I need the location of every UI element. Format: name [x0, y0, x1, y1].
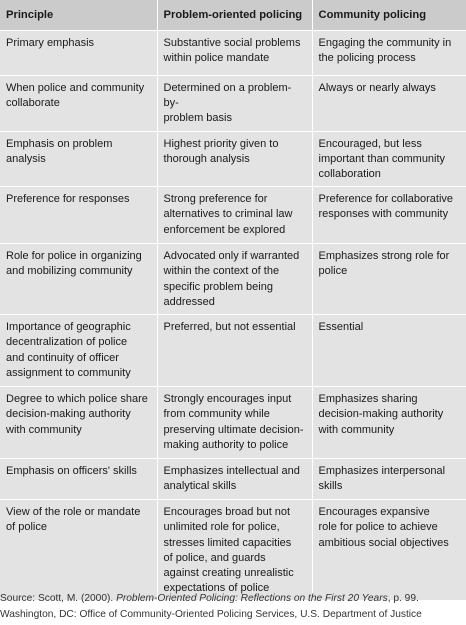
header-problem-oriented: Problem-oriented policing: [157, 0, 312, 31]
source-prefix: Source: Scott, M. (2000).: [0, 593, 117, 604]
cell-problem-oriented: Highest priority given to thorough analysis: [157, 131, 312, 187]
table-row: [0, 459, 466, 500]
cell-problem-oriented: Strongly encourages input from community while preserving ultimate decision- making authority to police: [157, 387, 312, 459]
cell-principle: Role for police in organizing and mobilizing community: [0, 244, 157, 315]
cell-principle: View of the role or mandate of police: [0, 500, 157, 601]
cell-principle: Emphasis on officers' skills: [0, 459, 157, 500]
cell-problem-oriented: Advocated only if warranted within the context of the specific problem being addressed: [157, 244, 312, 315]
cell-problem-oriented: Emphasizes intellectual and analytical skills: [157, 459, 312, 500]
cell-problem-oriented: Preferred, but not essential: [157, 315, 312, 387]
cell-problem-oriented: Strong preference for alternatives to criminal law enforcement be explored: [157, 187, 312, 244]
cell-community: Emphasizes interpersonal skills: [312, 459, 466, 500]
header-community: Community policing: [312, 0, 466, 31]
cell-community: Encouraged, but less important than community collaboration: [312, 131, 466, 187]
cell-principle: When police and community collaborate: [0, 76, 157, 132]
cell-community: Essential: [312, 315, 466, 387]
cell-community: Always or nearly always: [312, 76, 466, 132]
table-row: [0, 31, 466, 76]
source-citation: [0, 591, 466, 622]
source-line-2: Washington, DC: Office of Community-Oriented Policing Services, U.S. Department of Justice: [0, 608, 422, 620]
cell-community: Emphasizes strong role for police: [312, 244, 466, 315]
cell-principle: Primary emphasis: [0, 31, 157, 76]
cell-principle: Preference for responses: [0, 187, 157, 244]
table-row: [0, 76, 466, 132]
table-header-row: [0, 0, 466, 31]
header-principle: Principle: [0, 0, 157, 31]
table-row: [0, 131, 466, 187]
cell-community: Preference for collaborative responses with community: [312, 187, 466, 244]
cell-community: Engaging the community in the policing process: [312, 31, 466, 76]
source-line-1: [0, 591, 466, 607]
cell-principle: Degree to which police share decision-making authority with community: [0, 387, 157, 459]
table-row: [0, 244, 466, 315]
cell-community: Encourages expansive role for police to achieve ambitious social objectives: [312, 500, 466, 601]
source-suffix: , p. 99.: [387, 593, 419, 604]
cell-principle: Emphasis on problem analysis: [0, 131, 157, 187]
table-row: [0, 187, 466, 244]
cell-principle: Importance of geographic decentralization of police and continuity of officer assignment to community: [0, 315, 157, 387]
cell-community: Emphasizes sharing decision-making authority with community: [312, 387, 466, 459]
cell-problem-oriented: Substantive social problems within police mandate: [157, 31, 312, 76]
cell-problem-oriented: Determined on a problem-by- problem basis: [157, 76, 312, 132]
table-row: [0, 387, 466, 459]
table-row: [0, 315, 466, 387]
source-title: Problem-Oriented Policing: Reflections on the First 20 Years: [116, 593, 388, 604]
cell-problem-oriented: Encourages broad but not unlimited role for police, stresses limited capacities of police, and guards against creating unrealistic expectations of police: [157, 500, 312, 601]
table-row: [0, 500, 466, 601]
